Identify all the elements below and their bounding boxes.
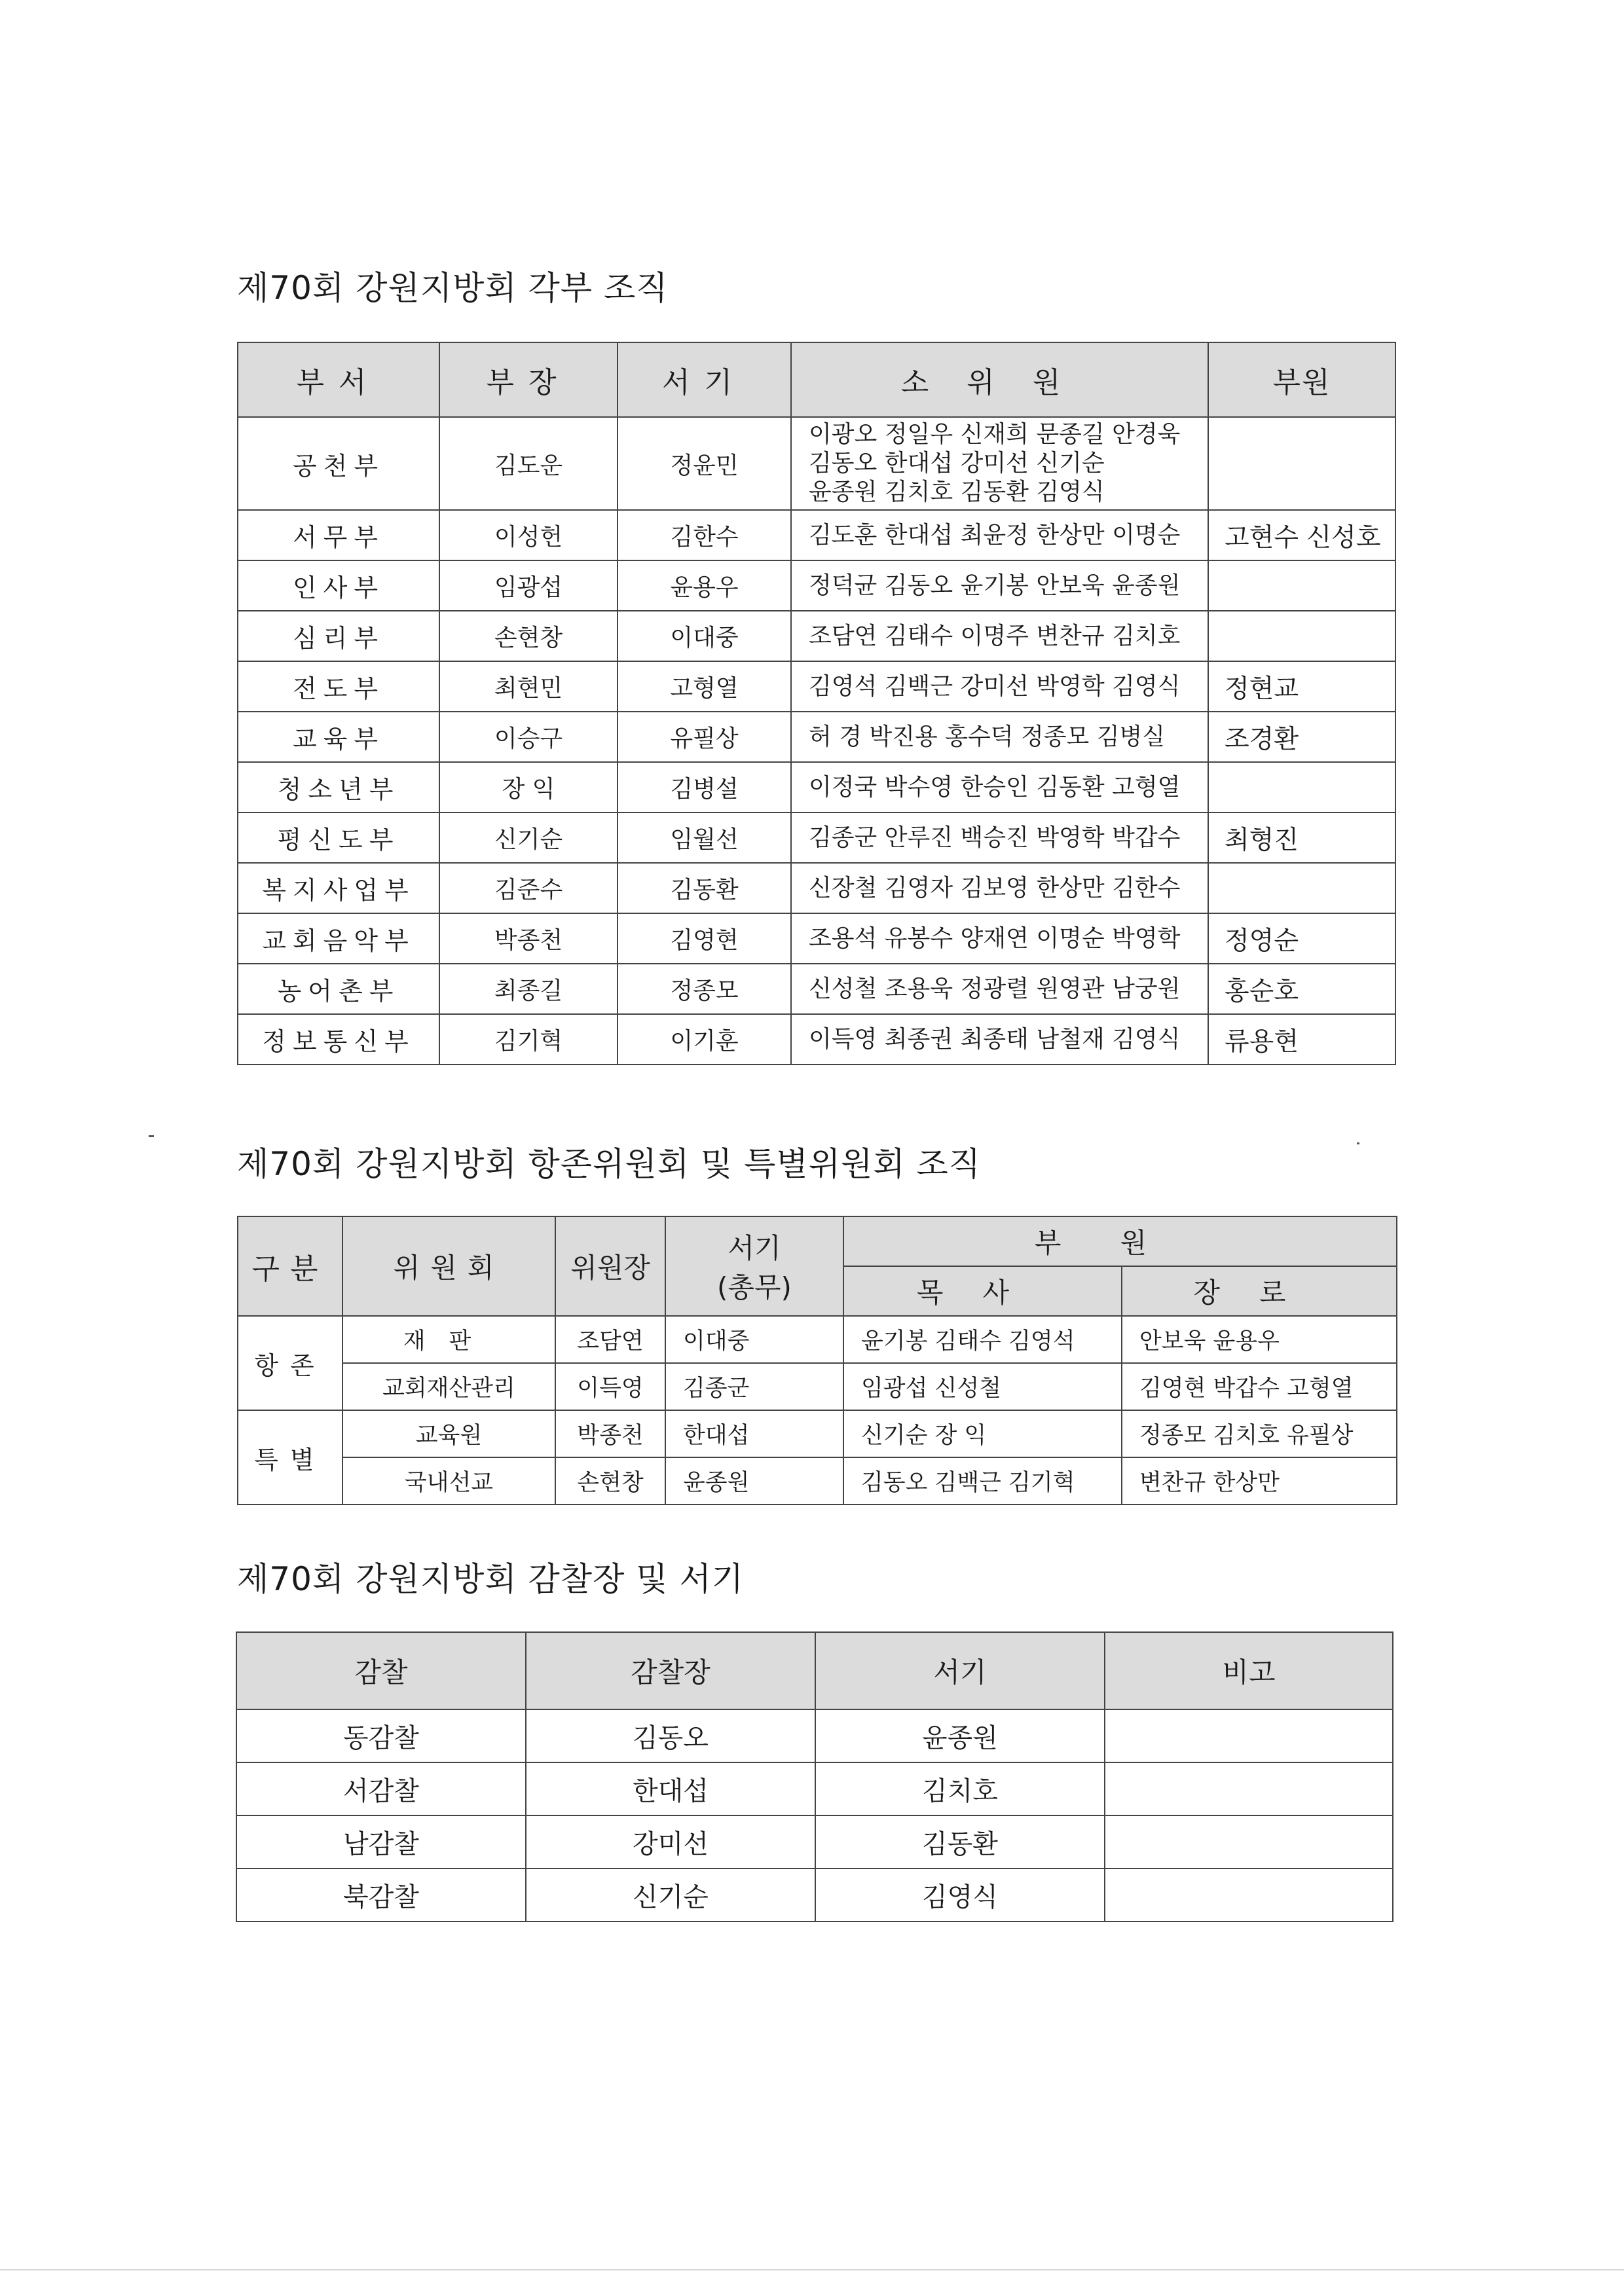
dept-sub-members: 최형진 (1208, 812, 1395, 863)
committee-type: 항존 (238, 1316, 342, 1410)
dept-name: 인사부 (238, 560, 439, 611)
committee-elders: 김영현 박갑수 고형열 (1122, 1363, 1397, 1410)
district-chief: 김동오 (526, 1709, 815, 1762)
dept-name: 서무부 (238, 510, 439, 560)
dept-members (791, 510, 1208, 560)
dept-clerk: 김영현 (618, 913, 791, 964)
district-note (1105, 1762, 1393, 1815)
table-row (238, 661, 1395, 712)
table-row (238, 611, 1395, 661)
dept-members (791, 812, 1208, 863)
dept-name: 교회음악부 (238, 913, 439, 964)
committee-clerk: 윤종원 (665, 1457, 843, 1504)
dept-clerk: 김한수 (618, 510, 791, 560)
committee-chair: 박종천 (555, 1410, 665, 1457)
dept-clerk: 이기훈 (618, 1014, 791, 1065)
committee-elders: 변찬규 한상만 (1122, 1457, 1397, 1504)
header-clerk-line1: 서기 (728, 1232, 781, 1264)
district-name: 동감찰 (236, 1709, 526, 1762)
header-elder: 장로 (1122, 1266, 1397, 1316)
committee-elders: 안보욱 윤용우 (1122, 1316, 1397, 1363)
committee-clerk: 이대중 (665, 1316, 843, 1363)
committee-pastors: 임광섭 신성철 (843, 1363, 1122, 1410)
dept-name: 평신도부 (238, 812, 439, 863)
member-line: 조용석 유봉수 양재연 이명순 박영학 (809, 924, 1181, 952)
district-note (1105, 1868, 1393, 1922)
dept-name: 심리부 (238, 611, 439, 661)
committee-type: 특별 (238, 1410, 342, 1504)
dept-head: 신기순 (439, 812, 618, 863)
dept-name: 공천부 (238, 417, 439, 510)
table-row (236, 1709, 1393, 1762)
dept-head: 김도운 (439, 417, 618, 510)
committee-name: 국내선교 (342, 1457, 555, 1504)
header-sub: 부원 (1208, 342, 1395, 417)
dept-members (791, 1014, 1208, 1065)
dept-name: 복지사업부 (238, 863, 439, 913)
dept-clerk: 이대중 (618, 611, 791, 661)
dept-sub-members: 고현수 신성호 (1208, 510, 1395, 560)
district-note (1105, 1709, 1393, 1762)
header-head: 부장 (439, 342, 618, 417)
committee-chair: 조담연 (555, 1316, 665, 1363)
header-district: 감찰 (236, 1632, 526, 1709)
header-members: 부원 (843, 1216, 1397, 1266)
table-row (238, 913, 1395, 964)
dept-name: 전도부 (238, 661, 439, 712)
dept-name: 농어촌부 (238, 964, 439, 1014)
dept-name: 교육부 (238, 712, 439, 762)
district-note (1105, 1815, 1393, 1868)
scan-edge-line (0, 2269, 1624, 2270)
member-line: 신성철 조용욱 정광렬 원영관 남궁원 (809, 975, 1181, 1002)
district-name: 서감찰 (236, 1762, 526, 1815)
dept-sub-members: 정영순 (1208, 913, 1395, 964)
member-line: 김동오 한대섭 강미선 신기순 (809, 450, 1105, 477)
dept-head: 손현창 (439, 611, 618, 661)
dept-clerk: 김병설 (618, 762, 791, 812)
dept-clerk: 임월선 (618, 812, 791, 863)
member-line: 김영석 김백근 강미선 박영학 김영식 (809, 672, 1181, 700)
dept-members (791, 611, 1208, 661)
member-line: 이광오 정일우 신재희 문종길 안경욱 (809, 421, 1181, 448)
table-row (238, 863, 1395, 913)
table-row (238, 712, 1395, 762)
inspection-table (236, 1631, 1393, 1922)
dept-head: 임광섭 (439, 560, 618, 611)
dept-clerk: 유필상 (618, 712, 791, 762)
committee-pastors: 신기순 장 익 (843, 1410, 1122, 1457)
committee-pastors: 윤기봉 김태수 김영석 (843, 1316, 1122, 1363)
header-clerk: 서기 (815, 1632, 1105, 1709)
table-row (238, 1316, 1397, 1363)
table-row (238, 1363, 1397, 1410)
member-line: 윤종원 김치호 김동환 김영식 (809, 479, 1105, 505)
district-clerk: 김치호 (815, 1762, 1105, 1815)
table-row (238, 762, 1395, 812)
member-line: 이득영 최종권 최종태 남철재 김영식 (809, 1025, 1181, 1053)
district-clerk: 김동환 (815, 1815, 1105, 1868)
header-clerk-line2: (총무) (717, 1271, 792, 1303)
dept-members (791, 661, 1208, 712)
member-line: 조담연 김태수 이명주 변찬규 김치호 (809, 622, 1181, 649)
department-table-header (238, 342, 1395, 417)
table-row (238, 417, 1395, 510)
table-row (238, 812, 1395, 863)
header-clerk: 서기 (618, 342, 791, 417)
table-row (238, 964, 1395, 1014)
member-line: 정덕균 김동오 윤기봉 안보욱 윤종원 (809, 572, 1181, 599)
header-type: 구분 (238, 1216, 342, 1316)
table-row (238, 1457, 1397, 1504)
committee-clerk: 한대섭 (665, 1410, 843, 1457)
district-clerk: 김영식 (815, 1868, 1105, 1922)
committee-name: 재판 (342, 1316, 555, 1363)
dept-sub-members (1208, 611, 1395, 661)
committee-clerk: 김종군 (665, 1363, 843, 1410)
dept-members (791, 964, 1208, 1014)
dept-head: 이승구 (439, 712, 618, 762)
member-line: 허 경 박진용 홍수덕 정종모 김병실 (809, 723, 1166, 750)
dept-sub-members: 조경환 (1208, 712, 1395, 762)
member-line: 김종군 안루진 백승진 박영학 박갑수 (809, 824, 1181, 851)
section1-title: 제70회 강원지방회 각부 조직 (237, 269, 669, 307)
dept-head: 박종천 (439, 913, 618, 964)
dept-members (791, 417, 1208, 510)
dept-clerk: 고형열 (618, 661, 791, 712)
table-row (236, 1762, 1393, 1815)
member-line: 이정국 박수영 한승인 김동환 고형열 (809, 773, 1181, 801)
scan-speck (149, 1135, 154, 1137)
header-dept: 부서 (238, 342, 439, 417)
committee-chair: 이득영 (555, 1363, 665, 1410)
district-chief: 강미선 (526, 1815, 815, 1868)
district-chief: 신기순 (526, 1868, 815, 1922)
table-row (238, 1410, 1397, 1457)
table-row (238, 510, 1395, 560)
dept-head: 최종길 (439, 964, 618, 1014)
dept-clerk: 윤용우 (618, 560, 791, 611)
dept-name: 청소년부 (238, 762, 439, 812)
dept-members (791, 712, 1208, 762)
department-table (237, 342, 1396, 1065)
scan-speck (1357, 1142, 1359, 1144)
dept-head: 김준수 (439, 863, 618, 913)
member-line: 신장철 김영자 김보영 한상만 김한수 (809, 874, 1181, 902)
table-row (236, 1815, 1393, 1868)
dept-sub-members (1208, 560, 1395, 611)
committee-table (237, 1216, 1397, 1505)
dept-sub-members: 류용현 (1208, 1014, 1395, 1065)
dept-clerk: 김동환 (618, 863, 791, 913)
committee-name: 교회재산관리 (342, 1363, 555, 1410)
district-chief: 한대섭 (526, 1762, 815, 1815)
table-row (238, 560, 1395, 611)
committee-pastors: 김동오 김백근 김기혁 (843, 1457, 1122, 1504)
dept-members (791, 863, 1208, 913)
header-chair: 위원장 (555, 1216, 665, 1316)
committee-elders: 정종모 김치호 유필상 (1122, 1410, 1397, 1457)
dept-head: 최현민 (439, 661, 618, 712)
dept-clerk: 정윤민 (618, 417, 791, 510)
dept-members (791, 913, 1208, 964)
header-pastor: 목사 (843, 1266, 1122, 1316)
district-clerk: 윤종원 (815, 1709, 1105, 1762)
member-line: 김도훈 한대섭 최윤정 한상만 이명순 (809, 521, 1181, 549)
dept-clerk: 정종모 (618, 964, 791, 1014)
dept-sub-members: 홍순호 (1208, 964, 1395, 1014)
header-clerk-general (665, 1216, 843, 1316)
committee-chair: 손현창 (555, 1457, 665, 1504)
section2-title: 제70회 강원지방회 항존위원회 및 특별위원회 조직 (237, 1145, 982, 1183)
table-row (236, 1868, 1393, 1922)
dept-sub-members (1208, 417, 1395, 510)
dept-head: 이성헌 (439, 510, 618, 560)
dept-sub-members: 정현교 (1208, 661, 1395, 712)
header-note: 비고 (1105, 1632, 1393, 1709)
dept-sub-members (1208, 863, 1395, 913)
header-committee: 위원회 (342, 1216, 555, 1316)
committee-name: 교육원 (342, 1410, 555, 1457)
district-name: 북감찰 (236, 1868, 526, 1922)
dept-head: 장 익 (439, 762, 618, 812)
dept-head: 김기혁 (439, 1014, 618, 1065)
header-members: 소위원 (791, 342, 1208, 417)
section3-title: 제70회 강원지방회 감찰장 및 서기 (237, 1560, 745, 1598)
table-row (238, 1014, 1395, 1065)
dept-name: 정보통신부 (238, 1014, 439, 1065)
district-name: 남감찰 (236, 1815, 526, 1868)
dept-sub-members (1208, 762, 1395, 812)
dept-members (791, 762, 1208, 812)
header-chief: 감찰장 (526, 1632, 815, 1709)
dept-members (791, 560, 1208, 611)
